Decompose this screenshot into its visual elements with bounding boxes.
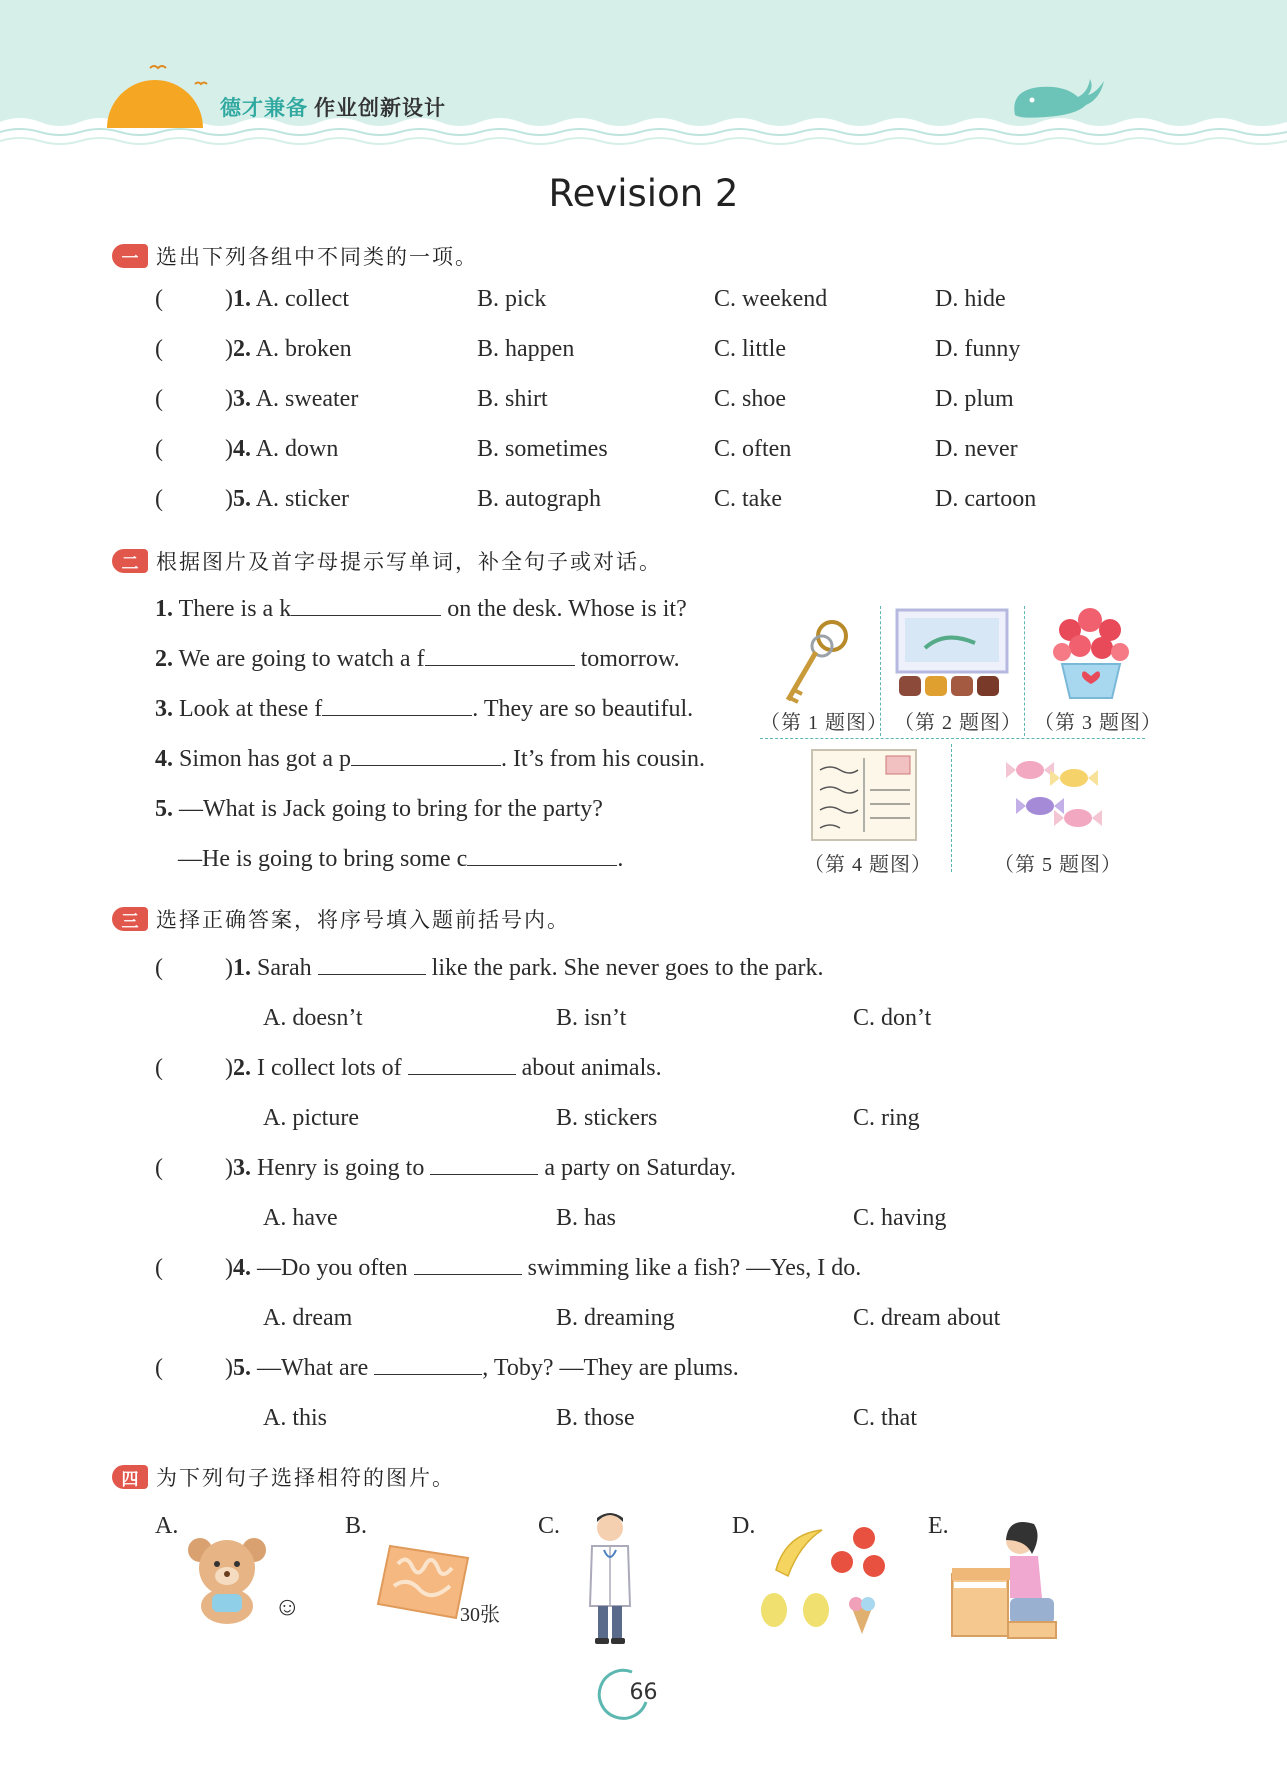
answer-paren-open[interactable]: ( xyxy=(155,1055,163,1081)
caption-4: （第 4 题图） xyxy=(804,854,932,876)
answer-paren-open[interactable]: ( xyxy=(155,336,163,362)
option-c: C. dream about xyxy=(853,1305,1001,1331)
answer-blank xyxy=(414,1274,522,1275)
picture-label-d: D. xyxy=(732,1513,756,1539)
divider xyxy=(1024,606,1025,736)
section-1-header xyxy=(112,242,478,270)
option-d: D. funny xyxy=(935,336,1021,362)
answer-blank[interactable] xyxy=(425,665,575,666)
picture-label-e: E. xyxy=(928,1513,949,1539)
option-c: C. often xyxy=(714,436,792,462)
section-2-badge: 二 xyxy=(112,549,148,573)
fill-question-4: 4. Simon has got a p . It’s from his cousin. xyxy=(155,746,705,772)
option-a: A. dream xyxy=(263,1305,353,1331)
option-b: B. stickers xyxy=(556,1105,658,1131)
doctor-icon xyxy=(580,1510,640,1648)
answer-paren-open[interactable]: ( xyxy=(155,286,163,312)
answer-paren-open[interactable]: ( xyxy=(155,1255,163,1281)
option-d: D. plum xyxy=(935,386,1014,412)
option-c: C. weekend xyxy=(714,286,828,312)
section-4-title: 为下列句子选择相符的图片。 xyxy=(156,1466,455,1490)
fill-question-1: 1. There is a k on the desk. Whose is it? xyxy=(155,596,687,622)
section-3-title: 选择正确答案，将序号填入题前括号内。 xyxy=(156,908,570,932)
page-header xyxy=(0,0,1287,150)
header-banner xyxy=(0,0,1287,150)
option-b: B. has xyxy=(556,1205,616,1231)
teddy-bear-icon xyxy=(182,1532,272,1624)
picture-label-a: A. xyxy=(155,1513,179,1539)
page-number: 66 xyxy=(629,1680,658,1705)
choice-question-2: )2. I collect lots of about animals. xyxy=(225,1055,662,1081)
answer-paren-open[interactable]: ( xyxy=(155,386,163,412)
question-2: )2. A. broken xyxy=(225,336,352,362)
option-b: B. shirt xyxy=(477,386,548,412)
choice-question-4: )4. —Do you often swimming like a fish? —Yes, I do. xyxy=(225,1255,862,1281)
section-3-header xyxy=(112,905,570,933)
brand-primary: 德才兼备 xyxy=(220,96,308,120)
picture-label-c: C. xyxy=(538,1513,561,1539)
question-5: )5. A. sticker xyxy=(225,486,349,512)
option-b: B. those xyxy=(556,1405,635,1431)
brand-secondary: 作业创新设计 xyxy=(314,96,446,120)
section-2-header xyxy=(112,547,662,575)
answer-blank xyxy=(374,1374,482,1375)
question-1: )1. A. collect xyxy=(225,286,349,312)
caption-2: （第 2 题图） xyxy=(894,712,1022,734)
option-d: D. hide xyxy=(935,286,1006,312)
section-1-title: 选出下列各组中不同类的一项。 xyxy=(156,245,478,269)
candies-icon xyxy=(1000,748,1104,840)
divider xyxy=(951,744,952,872)
answer-blank[interactable] xyxy=(467,865,617,866)
answer-blank xyxy=(318,974,426,975)
flowers-icon xyxy=(1048,604,1134,702)
section-4-badge: 四 xyxy=(112,1465,148,1489)
divider xyxy=(760,738,1145,739)
section-3-badge: 三 xyxy=(112,907,148,931)
caption-3: （第 3 题图） xyxy=(1034,712,1162,734)
answer-blank[interactable] xyxy=(291,615,441,616)
question-3: )3. A. sweater xyxy=(225,386,359,412)
option-c: C. that xyxy=(853,1405,917,1431)
film-screen-icon xyxy=(895,608,1010,700)
answer-blank xyxy=(408,1074,516,1075)
option-b: B. autograph xyxy=(477,486,601,512)
option-b: B. pick xyxy=(477,286,547,312)
option-a: A. have xyxy=(263,1205,338,1231)
smile-icon: ☺ xyxy=(274,1592,301,1621)
postcard-icon xyxy=(810,748,918,843)
caption-5: （第 5 题图） xyxy=(994,854,1122,876)
fill-question-2: 2. We are going to watch a f tomorrow. xyxy=(155,646,680,672)
option-b: B. happen xyxy=(477,336,575,362)
answer-blank[interactable] xyxy=(351,765,501,766)
page-title: Revision 2 xyxy=(548,172,739,215)
answer-blank xyxy=(430,1174,538,1175)
fill-question-3: 3. Look at these f . They are so beautiful. xyxy=(155,696,694,722)
piano-girl-icon xyxy=(950,1518,1062,1642)
choice-question-3: )3. Henry is going to a party on Saturday. xyxy=(225,1155,737,1181)
caption-1: （第 1 题图） xyxy=(760,712,888,734)
section-2-title: 根据图片及首字母提示写单词，补全句子或对话。 xyxy=(156,550,662,574)
option-c: C. little xyxy=(714,336,786,362)
option-c: C. having xyxy=(853,1205,947,1231)
option-a: A. this xyxy=(263,1405,328,1431)
answer-blank[interactable] xyxy=(322,715,472,716)
key-icon xyxy=(770,612,870,712)
option-c: C. ring xyxy=(853,1105,920,1131)
answer-paren-open[interactable]: ( xyxy=(155,1155,163,1181)
option-b: B. sometimes xyxy=(477,436,608,462)
fill-question-5: 5. —What is Jack going to bring for the party? xyxy=(155,796,603,822)
option-c: C. take xyxy=(714,486,782,512)
option-a: A. doesn’t xyxy=(263,1005,363,1031)
answer-paren-open[interactable]: ( xyxy=(155,1355,163,1381)
answer-paren-open[interactable]: ( xyxy=(155,955,163,981)
section-1-badge: 一 xyxy=(112,244,148,268)
fruits-icon xyxy=(752,1524,892,1636)
choice-question-5: )5. —What are , Toby? —They are plums. xyxy=(225,1355,739,1381)
option-b: B. dreaming xyxy=(556,1305,675,1331)
answer-paren-open[interactable]: ( xyxy=(155,486,163,512)
stamp-count: 30张 xyxy=(460,1604,500,1626)
picture-label-b: B. xyxy=(345,1513,368,1539)
option-b: B. isn’t xyxy=(556,1005,627,1031)
option-d: D. cartoon xyxy=(935,486,1037,512)
brand xyxy=(220,92,446,122)
option-d: D. never xyxy=(935,436,1018,462)
answer-paren-open[interactable]: ( xyxy=(155,436,163,462)
option-c: C. don’t xyxy=(853,1005,932,1031)
section-4-header xyxy=(112,1463,455,1491)
option-a: A. picture xyxy=(263,1105,359,1131)
fill-question-5-answer: —He is going to bring some c . xyxy=(178,846,624,872)
stickers-icon xyxy=(372,1540,472,1620)
option-c: C. shoe xyxy=(714,386,786,412)
choice-question-1: )1. Sarah like the park. She never goes to the park. xyxy=(225,955,824,981)
question-4: )4. A. down xyxy=(225,436,339,462)
